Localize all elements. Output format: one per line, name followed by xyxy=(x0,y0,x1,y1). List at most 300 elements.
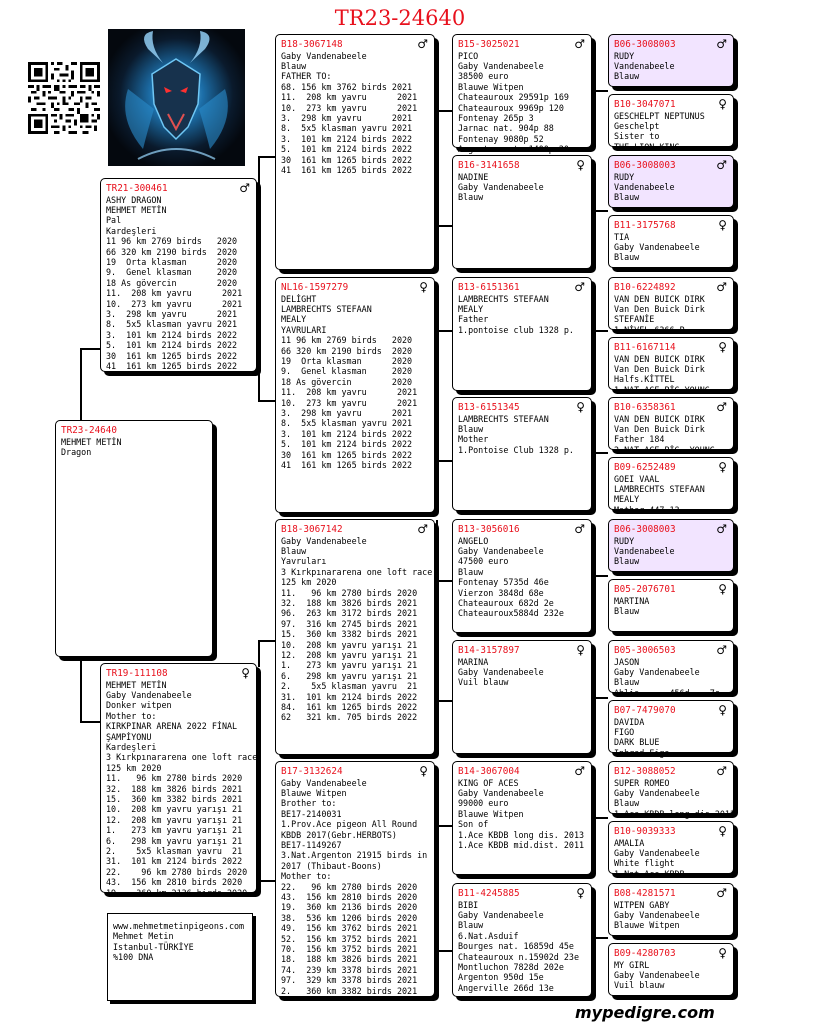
pigeon-card-gen5-9[interactable] xyxy=(608,519,734,572)
pigeon-info-line: Ablis 456d 7e xyxy=(614,687,720,698)
pigeon-info-line: KING OF ACES xyxy=(458,777,519,788)
pigeon-info-line: MEALY xyxy=(458,303,484,314)
pigeon-info-line: NADINE xyxy=(458,171,489,182)
pigeon-info-line: 11 96 km 2769 birds 2020 xyxy=(106,236,238,247)
pigeon-info-line: Vierzon 3848d 68e xyxy=(458,587,544,598)
pigeon-info-line: Chateauroux5884d 232e xyxy=(458,608,564,619)
pigeon-info-line: Blauw xyxy=(458,920,484,931)
pigeon-info-line: Gaby Vandenabeele xyxy=(614,969,700,980)
female-symbol-icon: ♀ xyxy=(576,643,585,657)
ring-number: B12-3088052 xyxy=(614,766,676,777)
pigeon-info-line: 38. 536 km 1206 birds 2020 xyxy=(281,912,418,923)
pigeon-info-line: FIGO xyxy=(614,726,635,737)
pigeon-info-line: 8. 5x5 klasman yavru 2021 xyxy=(281,418,413,429)
pigeon-info-line: 10. 273 km yavru 2021 xyxy=(281,397,418,408)
pigeon-info-line: 3. 298 km yavru 2021 xyxy=(281,407,413,418)
footer-brand[interactable]: mypedigre.com xyxy=(575,1003,715,1022)
pigeon-info-line: 11. 96 km 2780 birds 2020 xyxy=(106,773,243,784)
pigeon-info-line: 1.Nat.Ace KBDB xyxy=(614,868,685,879)
pigeon-card-sire-sire-dam[interactable] xyxy=(452,155,592,269)
ring-number: B10-6358361 xyxy=(614,402,676,413)
pigeon-info-line: 1. 273 km yavru yarışı 21 xyxy=(106,825,243,836)
pigeon-card-dam-sire-dam[interactable] xyxy=(452,640,592,754)
ring-number: B11-4245885 xyxy=(458,888,520,899)
ring-number: B09-6252489 xyxy=(614,462,676,473)
pigeon-info-line: RUDY xyxy=(614,50,635,61)
female-symbol-icon: ♀ xyxy=(241,666,250,680)
ring-number: NL16-1597279 xyxy=(281,282,349,293)
pigeon-info-line: 11. 208 km yavru 2021 xyxy=(281,92,418,103)
pigeon-info-line: Gaby Vandenabeele xyxy=(458,60,544,71)
female-symbol-icon: ♀ xyxy=(576,400,585,414)
pigeon-info-line: Gaby Vandenabeele xyxy=(614,847,700,858)
pigeon-info-line: Blauwe Witpen xyxy=(458,808,524,819)
pigeon-card-gen5-5[interactable] xyxy=(608,277,734,335)
pigeon-info-line: 5. 101 km 2124 birds 2022 xyxy=(106,340,238,351)
male-symbol-icon: ♂ xyxy=(716,764,727,778)
pigeon-info-line: JASON xyxy=(614,656,640,667)
pigeon-info-line: Vandenabeele xyxy=(614,60,675,71)
pigeon-info-line: Gaby Vandenabeele xyxy=(614,241,700,252)
female-symbol-icon: ♀ xyxy=(718,340,727,354)
male-symbol-icon: ♂ xyxy=(716,886,727,900)
pigeon-info-line: Gaby Vandenabeele xyxy=(281,777,367,788)
pigeon-info-line: 11. 208 km yavru 2021 xyxy=(106,288,243,299)
pigeon-info-line: 2.NAT.ACE PİG. YOUNG xyxy=(614,444,715,455)
pigeon-info-line: 1. 273 km yavru yarışı 21 xyxy=(281,660,418,671)
pigeon-info-line: PICO xyxy=(458,50,479,61)
pigeon-info-line: YAVRULARI xyxy=(281,324,327,335)
pigeon-info-line: Blauw xyxy=(281,60,307,71)
pigeon-info-line: Angerville 266d 13e xyxy=(458,982,554,993)
pigeon-info-line: 31. 101 km 2124 birds 2022 xyxy=(281,691,418,702)
pigeon-info-line: 3 Kırkpınararena one loft race xyxy=(281,566,433,577)
pigeon-info-line: VAN DEN BUICK DIRK xyxy=(614,293,705,304)
pigeon-info-line: Bourges nat. 16859d 45e xyxy=(458,941,574,952)
pigeon-info-line: Gaby Vandenabeele xyxy=(458,181,544,192)
pigeon-info-line: 3. 101 km 2124 birds 2022 xyxy=(281,428,413,439)
pigeon-info-line: Blauw xyxy=(458,423,484,434)
pigeon-info-line: KBDB 2017(Gebr.HERBOTS) xyxy=(281,829,397,840)
pigeon-info-line: 3. 298 km yavru 2021 xyxy=(106,308,238,319)
pigeon-info-line: LAMBRECHTS STEFAAN xyxy=(458,413,549,424)
pigeon-info-line: DAVIDA xyxy=(614,716,645,727)
pigeon-info-line: 97. 316 km 2745 birds 2021 xyxy=(281,618,418,629)
pigeon-info-line: 2. 5x5 klasman yavru 21 xyxy=(281,681,418,692)
pigeon-info-line: Gaby Vandenabeele xyxy=(614,909,700,920)
pigeon-info-line: MY GIRL xyxy=(614,959,650,970)
pigeon-card-sire-dam[interactable] xyxy=(275,277,435,513)
pigeon-info-line: 43. 156 km 2810 birds 2020 xyxy=(281,891,418,902)
ring-number: B13-3056016 xyxy=(458,524,520,535)
pigeon-info-line: Blauw xyxy=(458,192,484,203)
female-symbol-icon: ♀ xyxy=(419,280,428,294)
ring-number: B10-9039333 xyxy=(614,826,676,837)
pigeon-info-line: Argenton nat. 1400p 20 xyxy=(458,144,569,155)
pigeon-info-line: 68. 156 km 3762 birds 2021 xyxy=(281,81,413,92)
pigeon-info-line: MEALY xyxy=(614,494,640,505)
pigeon-info-line: 43. 156 km 2810 birds 2020 xyxy=(106,877,243,888)
pigeon-card-sire-dam-sire[interactable] xyxy=(452,277,592,391)
pigeon-info-line: DELİGHT xyxy=(281,293,317,304)
pigeon-card-gen5-4[interactable] xyxy=(608,215,734,268)
pigeon-info-line: 1.Pontoise Club 1328 p. xyxy=(458,444,574,455)
pigeon-info-line: Blauw xyxy=(614,798,640,809)
qr-code[interactable] xyxy=(28,62,100,134)
pigeon-info-line: 2017 (Thibaut-Boons) xyxy=(281,860,382,871)
pigeon-info-line: Mother to: xyxy=(106,710,157,721)
pigeon-info-line: Blauwe Witpen xyxy=(614,920,680,931)
pigeon-info-line: 38500 euro xyxy=(458,71,509,82)
female-symbol-icon: ♀ xyxy=(576,158,585,172)
ring-number: B11-6167114 xyxy=(614,342,676,353)
ring-number: B06-3008003 xyxy=(614,524,676,535)
ring-number: B14-3157897 xyxy=(458,645,520,656)
ring-number: B13-6151361 xyxy=(458,282,520,293)
pigeon-info-line: 62 321 km. 705 birds 2022 xyxy=(281,712,418,723)
pigeon-info-line: 3.Nat.Argenton 21915 birds in xyxy=(281,850,428,861)
pigeon-info-line: 41 161 km 1265 birds 2022 xyxy=(281,164,413,175)
pigeon-info-line: Argenton 950d 15e xyxy=(458,972,544,983)
pigeon-info-line: Van Den Buick Dirk xyxy=(614,303,705,314)
female-symbol-icon: ♀ xyxy=(718,97,727,111)
pigeon-info-line: Blauw xyxy=(614,677,640,688)
pigeon-info-line: VAN DEN BUICK DIRK xyxy=(614,353,705,364)
pigeon-info-line: DARK BLUE xyxy=(614,737,660,748)
pigeon-card-gen5-8[interactable] xyxy=(608,457,734,515)
pigeon-card-gen5-7[interactable] xyxy=(608,397,734,455)
pigeon-info-line: BIBI xyxy=(458,899,479,910)
male-symbol-icon: ♂ xyxy=(716,280,727,294)
pigeon-info-line: Van Den Buick Dirk xyxy=(614,363,705,374)
female-symbol-icon: ♀ xyxy=(718,703,727,717)
pigeon-card-dam[interactable] xyxy=(100,663,258,898)
contact-name: Mehmet Metin xyxy=(113,931,174,942)
pigeon-info-line: Gaby Vandenabeele xyxy=(281,50,367,61)
pigeon-info-line: Vandenabeele xyxy=(614,545,675,556)
pigeon-card-sire-sire-sire[interactable] xyxy=(452,34,592,155)
pigeon-info-line: Montluchon 7828d 202e xyxy=(458,961,564,972)
pigeon-info-line: Father 184 xyxy=(614,434,665,445)
pigeon-info-line: STEFANİE xyxy=(614,314,655,325)
male-symbol-icon: ♂ xyxy=(716,643,727,657)
pigeon-card-dam-dam-dam[interactable] xyxy=(452,883,592,997)
pigeon-card-gen5-3[interactable] xyxy=(608,155,734,208)
pigeon-info-line: Gaby Vandenabeele xyxy=(458,545,544,556)
pigeon-info-line: MARINA xyxy=(458,656,489,667)
pigeon-info-line: Father xyxy=(458,314,489,325)
pigeon-info-line: 32. 188 km 3826 birds 2021 xyxy=(106,783,243,794)
pigeon-info-line: 47500 euro xyxy=(458,556,509,567)
pigeon-info-line: Fontenay 9080p 52 xyxy=(458,133,544,144)
pigeon-info-line: Geschelpt xyxy=(614,120,660,131)
pigeon-info-line: 19 Orta klasman 2020 xyxy=(106,256,238,267)
pigeon-info-line: RUDY xyxy=(614,535,635,546)
pigeon-info-line: 8. 5x5 klasman yavru 2021 xyxy=(106,319,238,330)
pigeon-info-line: MEHMET METİN xyxy=(106,204,167,215)
pigeon-info-line: 10. 208 km yavru yarışı 21 xyxy=(281,639,418,650)
pigeon-info-line: 22. 96 km 2780 birds 2020 xyxy=(106,866,248,877)
pigeon-info-line: 22. 96 km 2780 birds 2020 xyxy=(281,881,418,892)
ring-number: B09-4280703 xyxy=(614,948,676,959)
pigeon-info-line: Fontenay 5735d 46e xyxy=(458,577,549,588)
pigeon-info-line: 1.Prov.Ace pigeon All Round xyxy=(281,819,418,830)
pigeon-info-line: 1.Ace KBDB mid.dist. 2011 xyxy=(458,839,585,850)
female-symbol-icon: ♀ xyxy=(718,946,727,960)
pigeon-info-line: 52. 156 km 3752 birds 2021 xyxy=(281,933,418,944)
female-symbol-icon: ♀ xyxy=(718,218,727,232)
pigeon-info-line: MEHMET METİN xyxy=(61,436,122,447)
pigeon-info-line: 3. 101 km 2124 birds 2022 xyxy=(281,133,413,144)
pigeon-info-line: Vuil blauw xyxy=(614,980,665,991)
male-symbol-icon: ♂ xyxy=(716,158,727,172)
pigeon-info-line: 1.Ace KBDB long dis.2013 xyxy=(614,808,736,819)
pigeon-info-line: 70. 156 km 3752 birds 2021 xyxy=(281,944,418,954)
pigeon-info-line: 41 161 km 1265 birds 2022 xyxy=(106,361,238,371)
pigeon-info-line: 3. 101 km 2124 birds 2022 xyxy=(106,329,238,340)
pigeon-info-line: Donker witpen xyxy=(106,700,172,711)
pigeon-info-line: 12. 208 km yavru yarışı 21 xyxy=(106,814,243,825)
pigeon-info-line: Inbred Figo xyxy=(614,747,670,758)
pigeon-info-line: 6.Nat.Asduif xyxy=(458,930,519,941)
pigeon-info-line: 19. 360 km 2136 birds 2020 xyxy=(281,902,418,913)
ring-number: TR19-111108 xyxy=(106,668,168,679)
pigeon-info-line: 3 Kırkpınararena one loft race xyxy=(106,752,258,763)
pigeon-info-line: 1.pontoise club 1328 p. xyxy=(458,324,574,335)
pigeon-info-line: Blauw xyxy=(614,252,640,263)
pigeon-info-line: ŞAMPİYONU xyxy=(106,731,152,742)
pigeon-info-line: Chateauroux n.15902d 23e xyxy=(458,951,580,962)
pigeon-info-line: 5. 101 km 2124 birds 2022 xyxy=(281,439,413,450)
pigeon-info-line: FATHER TO: xyxy=(281,71,332,82)
pigeon-info-line: Blauw xyxy=(281,545,307,556)
pigeon-info-line: BE17-1149267 xyxy=(281,839,342,850)
pigeon-info-line: Chateauroux 9969p 120 xyxy=(458,102,564,113)
ring-number: B05-3006503 xyxy=(614,645,676,656)
pigeon-info-line: Van Den Buick Dirk xyxy=(614,423,705,434)
female-symbol-icon: ♀ xyxy=(576,886,585,900)
ring-number: B11-3175768 xyxy=(614,220,676,231)
male-symbol-icon: ♂ xyxy=(574,764,585,778)
pigeon-card-gen5-12[interactable] xyxy=(608,700,734,758)
pigeon-card-gen5-10[interactable] xyxy=(608,579,734,632)
pigeon-info-line: 66 320 km 2190 birds 2020 xyxy=(281,345,413,356)
pigeon-info-line: 10. 273 km yavru 2021 xyxy=(281,102,418,113)
pigeon-card-dam-sire[interactable] xyxy=(275,519,435,755)
pigeon-info-line: Sister to xyxy=(614,131,660,142)
pigeon-info-line: ASHY DRAGON xyxy=(106,194,162,205)
pigeon-info-line: 31. 101 km 2124 birds 2022 xyxy=(106,856,243,867)
pigeon-info-line: Blauw xyxy=(614,192,640,203)
ring-number: B15-3025021 xyxy=(458,39,520,50)
pigeon-info-line: Gaby Vandenabeele xyxy=(106,689,192,700)
female-symbol-icon: ♀ xyxy=(718,824,727,838)
ring-number: B08-4281571 xyxy=(614,888,676,899)
pigeon-info-line: Fontenay 265p 3 xyxy=(458,112,534,123)
ring-number: B13-6151345 xyxy=(458,402,520,413)
pigeon-card-gen5-16[interactable] xyxy=(608,943,734,996)
female-symbol-icon: ♀ xyxy=(419,764,428,778)
pigeon-info-line: 5. 101 km 2124 birds 2022 xyxy=(281,144,413,155)
pigeon-info-line: 6. 298 km yavru yarışı 21 xyxy=(281,670,418,681)
pigeon-info-line: 96. 263 km 3172 birds 2021 xyxy=(281,608,418,619)
pigeon-info-line: 3. 298 km yavru 2021 xyxy=(281,112,413,123)
pigeon-info-line: 125 km 2020 xyxy=(281,577,337,588)
pigeon-info-line: Chateauroux 682d 2e xyxy=(458,597,554,608)
pigeon-info-line: 1.NAT.ACE PİG.YOUNG xyxy=(614,384,710,395)
pigeon-card-dam-sire-sire[interactable] xyxy=(452,519,592,633)
pigeon-info-line: Kardeşleri xyxy=(106,741,157,752)
pigeon-info-line: Mother to: xyxy=(281,871,332,882)
pigeon-info-line: TIA xyxy=(614,231,630,242)
pigeon-info-line: 11. 208 km yavru 2021 xyxy=(281,387,418,398)
pigeon-info-line: SUPER ROMEO xyxy=(614,777,670,788)
pigeon-info-line: 19. 360 km 2136 birds 2020 xyxy=(106,887,248,898)
pigeon-info-line: Blauw xyxy=(614,605,640,616)
pigeon-info-line: 74. 239 km 3378 birds 2021 xyxy=(281,964,418,975)
pigeon-info-line: MARTINA xyxy=(614,595,650,606)
pigeon-info-line: 11. 96 km 2780 birds 2020 xyxy=(281,587,418,598)
pigeon-info-line: Jarnac nat. 904p 88 xyxy=(458,123,554,134)
pigeon-info-line: 30 161 km 1265 birds 2022 xyxy=(106,350,238,361)
pigeon-info-line: Pal xyxy=(106,215,122,226)
pigeon-card-gen5-2[interactable] xyxy=(608,94,734,152)
pigeon-info-line: 2. 5x5 klasman yavru 21 xyxy=(106,846,243,856)
pigeon-info-line: 30 161 km 1265 birds 2022 xyxy=(281,154,413,165)
pigeon-info-line: Blauw xyxy=(614,556,640,567)
pigeon-card-sire-sire[interactable] xyxy=(275,34,435,270)
pigeon-info-line: Brother to: xyxy=(281,798,337,809)
pigeon-card-gen5-13[interactable] xyxy=(608,761,736,819)
pigeon-info-line: Blauwe Witpen xyxy=(281,787,347,798)
pigeon-info-line: Chateauroux 29591p 169 xyxy=(458,92,569,103)
ring-number: B16-3141658 xyxy=(458,160,520,171)
contact-website[interactable]: www.mehmetmetinpigeons.com xyxy=(113,921,245,931)
male-symbol-icon: ♂ xyxy=(574,37,585,51)
pigeon-info-line: 1.Ace KBDB long dis. 2013 xyxy=(458,829,585,840)
pigeon-info-line: Gaby Vandenabeele xyxy=(614,787,700,798)
pigeon-info-line: 18. 188 km 3826 birds 2021 xyxy=(281,954,418,965)
pigeon-info-line: Vuil blauw xyxy=(458,677,509,688)
pigeon-info-line: Mother xyxy=(458,434,489,445)
pigeon-info-line: VAN DEN BUICK DIRK xyxy=(614,413,705,424)
pigeon-info-line: 84. 161 km 1265 birds 2022 xyxy=(281,702,418,712)
pigeon-info-line: Vandenabeele xyxy=(614,181,675,192)
pigeon-info-line: Kardeşleri xyxy=(106,225,157,236)
ring-number: B10-3047071 xyxy=(614,99,676,110)
pigeon-info-line: Gaby Vandenabeele xyxy=(458,909,544,920)
contact-location: Istanbul-TÜRKİYE xyxy=(113,941,194,952)
pigeon-info-line: 15. 360 km 3382 birds 2021 xyxy=(281,629,418,640)
male-symbol-icon: ♂ xyxy=(417,37,428,51)
pigeon-info-line: 66 320 km 2190 birds 2020 xyxy=(106,246,238,257)
pigeon-info-line: Halfs.KİTTEL xyxy=(614,374,675,385)
pigeon-card-gen5-1[interactable] xyxy=(608,34,734,87)
pigeon-info-line: Gaby Vandenabeele xyxy=(458,666,544,677)
pigeon-info-line: 6. 298 km yavru yarışı 21 xyxy=(106,835,243,846)
pigeon-info-line: MEHMET METİN xyxy=(106,679,167,690)
pigeon-info-line: 49. 156 km 3762 birds 2021 xyxy=(281,923,418,934)
male-symbol-icon: ♂ xyxy=(716,522,727,536)
contact-dna: %100 DNA xyxy=(113,952,154,963)
pigeon-info-line: LAMBRECHTS STEFAAN xyxy=(614,483,705,494)
pigeon-info-line: WITPEN GABY xyxy=(614,899,670,910)
pigeon-info-line: 41 161 km 1265 birds 2022 xyxy=(281,460,413,470)
pigeon-info-line: 1.NİVEL 6366 P. xyxy=(614,324,690,335)
female-symbol-icon: ♀ xyxy=(718,582,727,596)
pigeon-info-line: 18 As gövercin 2020 xyxy=(281,376,413,387)
male-symbol-icon: ♂ xyxy=(417,522,428,536)
pigeon-info-line: Gaby Vandenabeele xyxy=(614,666,700,677)
pigeon-info-line: MEALY xyxy=(281,314,307,325)
contact-info-box xyxy=(107,913,253,1001)
ring-number: TR23-24640 xyxy=(61,425,117,436)
ring-number: B17-3132624 xyxy=(281,766,343,777)
ring-number: B07-7479070 xyxy=(614,705,676,716)
male-symbol-icon: ♂ xyxy=(574,280,585,294)
female-symbol-icon: ♀ xyxy=(718,460,727,474)
pigeon-card-gen5-14[interactable] xyxy=(608,821,734,879)
pigeon-info-line: GESCHELPT NEPTUNUS xyxy=(614,110,705,121)
pigeon-info-line: Son of xyxy=(458,819,489,830)
pigeon-info-line: 9. Genel klasman 2020 xyxy=(281,366,413,377)
pigeon-card-sire[interactable] xyxy=(100,178,257,372)
ring-number: B18-3067148 xyxy=(281,39,343,50)
pigeon-card-gen5-15[interactable] xyxy=(608,883,734,936)
pedigree-title: TR23-24640 xyxy=(334,6,466,30)
ring-number: B10-6224892 xyxy=(614,282,676,293)
ring-number: B05-2076701 xyxy=(614,584,676,595)
pigeon-card-sire-dam-dam[interactable] xyxy=(452,397,592,511)
pigeon-info-line: 97. 329 km 3378 birds 2021 xyxy=(281,975,418,986)
pigeon-info-line: Blauwe Witpen xyxy=(458,81,524,92)
pigeon-info-line: THE LION KING xyxy=(614,141,680,152)
pigeon-info-line: GOEI VAAL xyxy=(614,473,660,484)
pigeon-info-line: White flight xyxy=(614,858,675,869)
pigeon-info-line: Dragon xyxy=(61,446,92,457)
pigeon-photo xyxy=(108,29,245,166)
pigeon-card-dam-dam-sire[interactable] xyxy=(452,761,592,875)
male-symbol-icon: ♂ xyxy=(716,400,727,414)
pigeon-info-line: AMALIA xyxy=(614,837,645,848)
pigeon-card-dam-dam[interactable] xyxy=(275,761,435,997)
pigeon-info-line: Yavruları xyxy=(281,556,327,567)
ring-number: B18-3067142 xyxy=(281,524,343,535)
male-symbol-icon: ♂ xyxy=(239,181,250,195)
pigeon-info-line: 12. 208 km yavru yarışı 21 xyxy=(281,649,418,660)
pigeon-info-line: 99000 euro xyxy=(458,798,509,809)
pigeon-info-line: 125 km 2020 xyxy=(106,762,162,773)
pigeon-info-line: Blauw xyxy=(458,566,484,577)
pigeon-card-subject[interactable] xyxy=(55,420,213,657)
pigeon-info-line: Gaby Vandenabeele xyxy=(458,787,544,798)
pigeon-info-line: 2. 360 km 3382 birds 2021 xyxy=(281,985,418,996)
pigeon-info-line: 32. 188 km 3826 birds 2021 xyxy=(281,597,418,608)
pigeon-info-line: 8. 5x5 klasman yavru 2021 xyxy=(281,123,413,134)
pigeon-info-line: LAMBRECHTS STEFAAN xyxy=(281,303,372,314)
pigeon-info-line: 15. 360 km 3382 birds 2021 xyxy=(106,793,243,804)
ring-number: B06-3008003 xyxy=(614,160,676,171)
pigeon-info-line: KIRKPINAR ARENA 2022 FİNAL xyxy=(106,721,238,732)
pigeon-info-line: Mother 447-13 xyxy=(614,504,680,515)
pigeon-info-line: Gaby Vandenabeele xyxy=(281,535,367,546)
male-symbol-icon: ♂ xyxy=(574,522,585,536)
pigeon-info-line: Blauw xyxy=(614,71,640,82)
pigeon-card-gen5-6[interactable] xyxy=(608,337,734,395)
pigeon-info-line: LAMBRECHTS STEFAAN xyxy=(458,293,549,304)
pigeon-info-line: 19 Orta klasman 2020 xyxy=(281,355,413,366)
pigeon-card-gen5-11[interactable] xyxy=(608,640,734,698)
